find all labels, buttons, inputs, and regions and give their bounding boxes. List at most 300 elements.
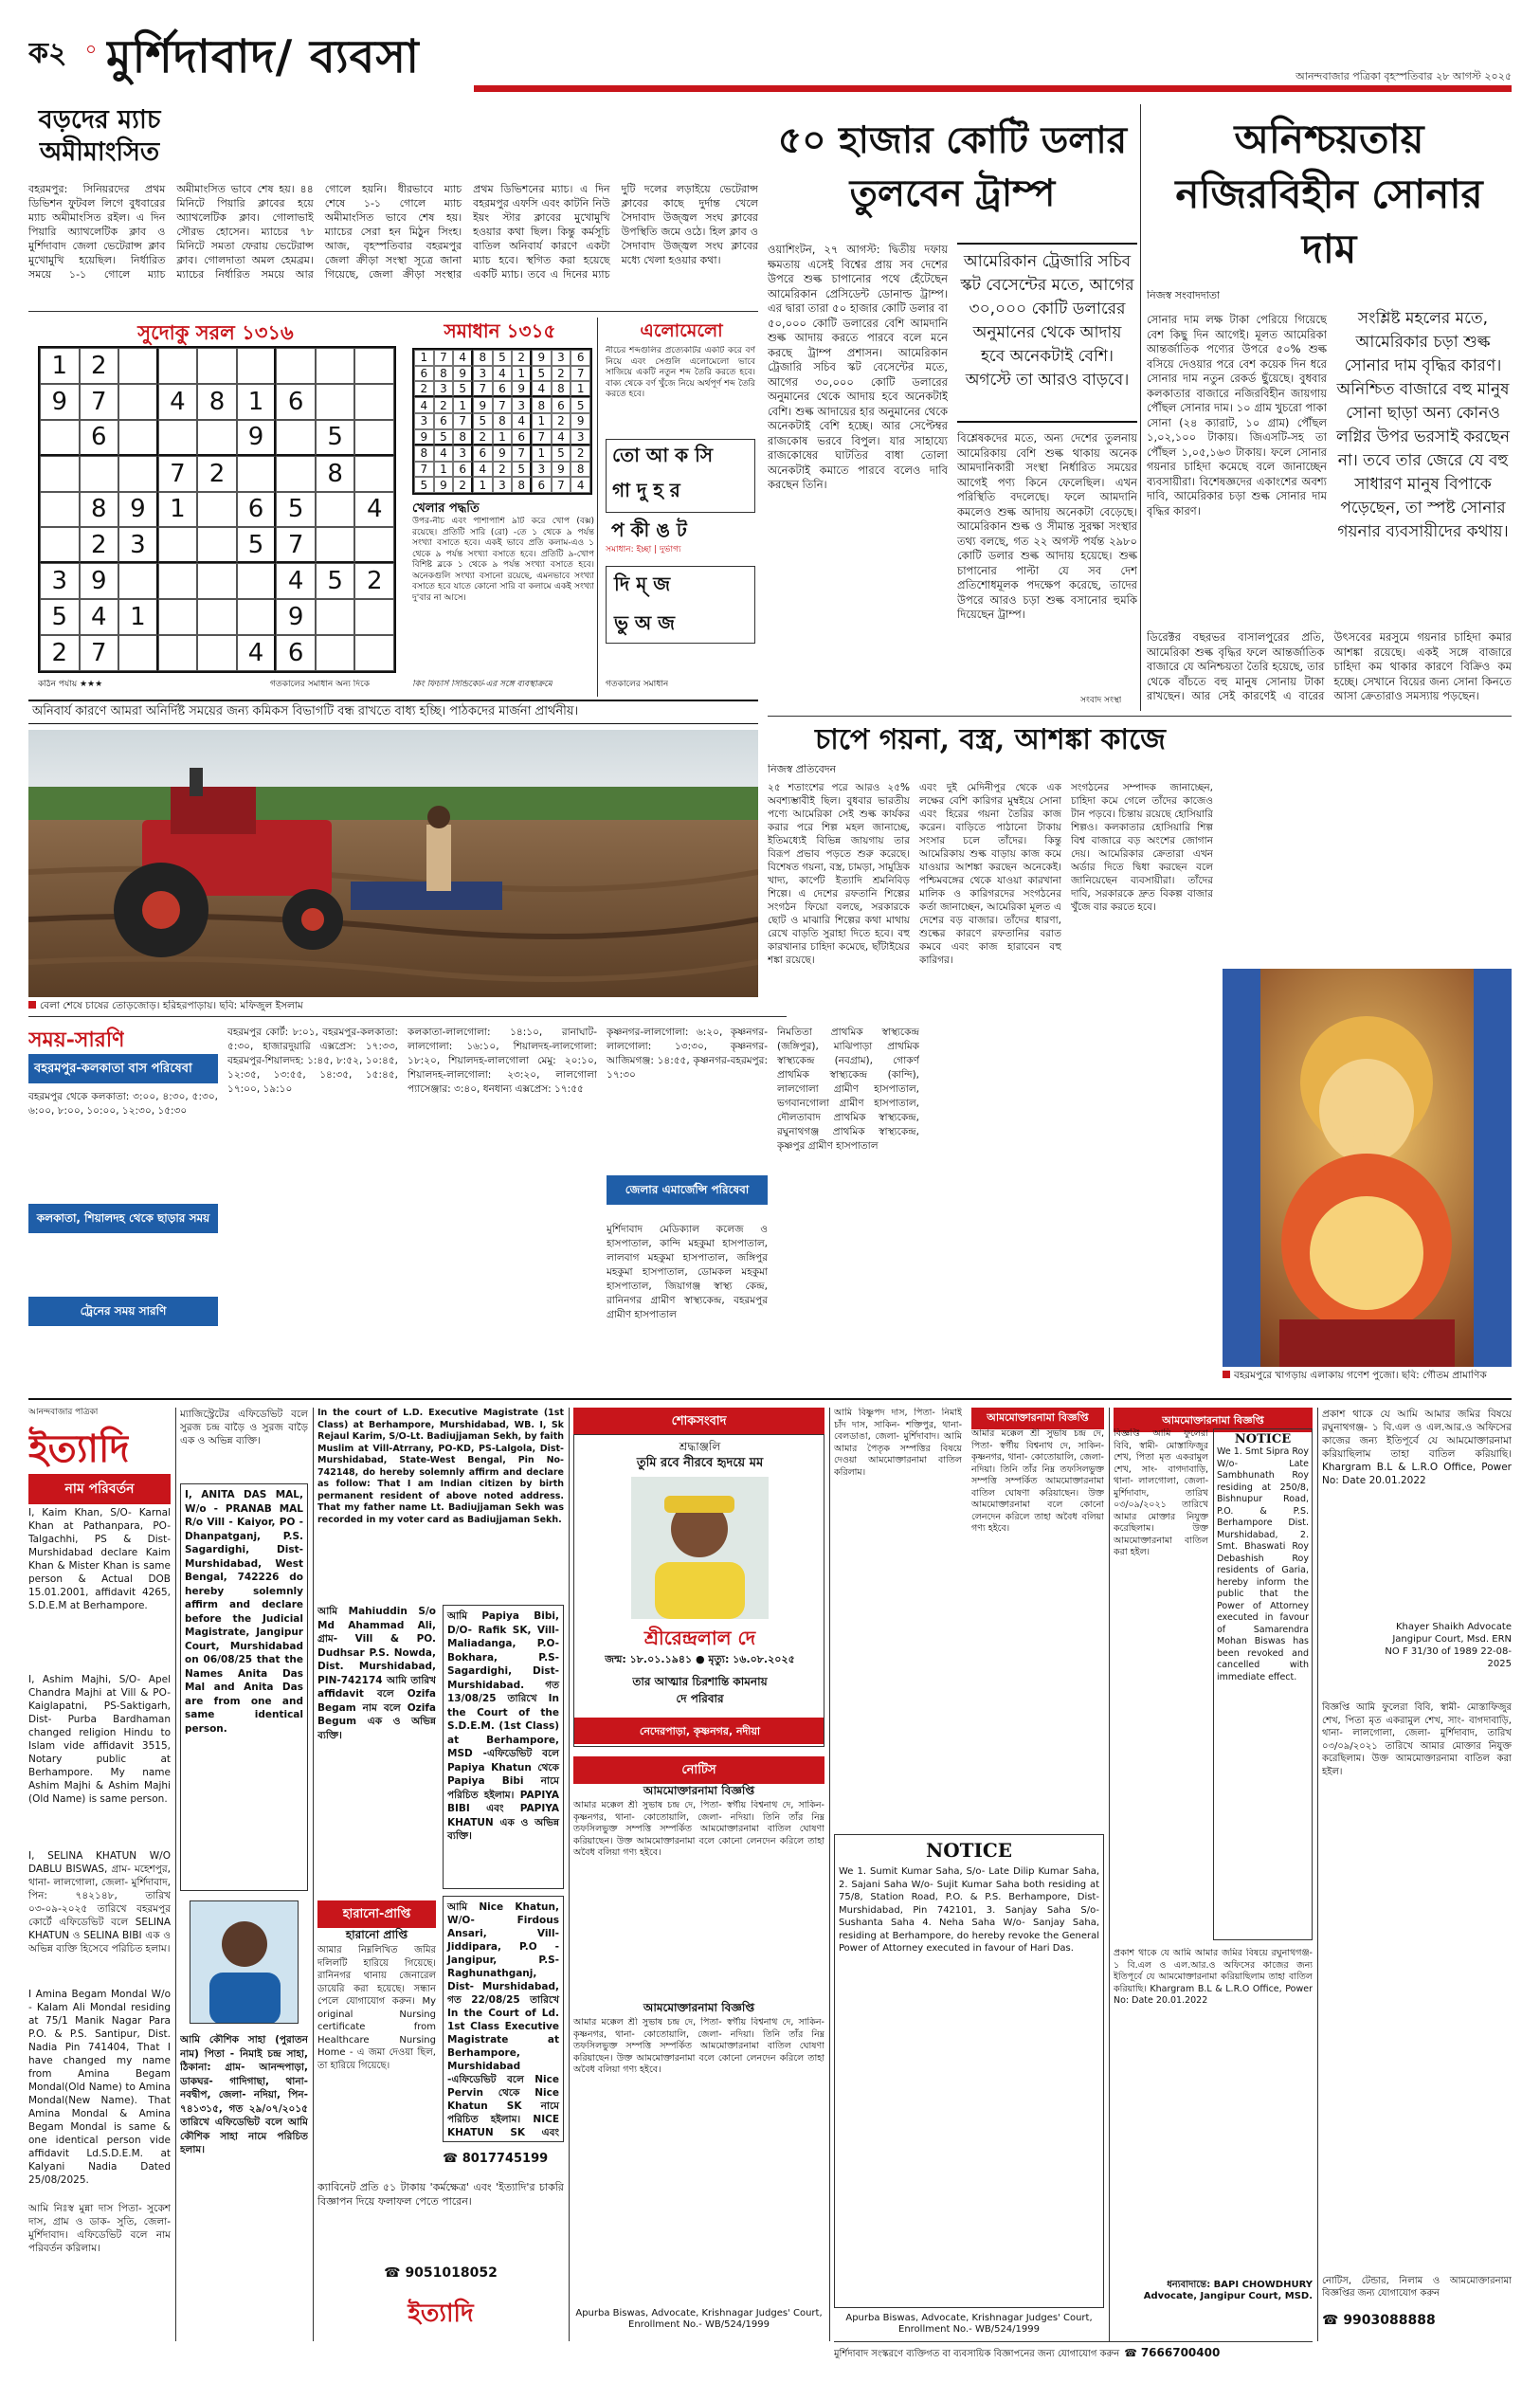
solution-cell: 4 <box>532 381 552 397</box>
solution-cell: 1 <box>473 477 493 493</box>
footer-phone-2-wrap <box>1322 2313 1512 2328</box>
solution-cell: 5 <box>473 413 493 429</box>
solution-cell: 1 <box>453 397 473 413</box>
solution-cell: 7 <box>512 445 532 462</box>
solution-cell: 8 <box>552 381 571 397</box>
solution-cell: 7 <box>434 350 454 366</box>
sudoku-cell <box>118 635 158 671</box>
ganesh-photo <box>1223 969 1512 1367</box>
tractor-field-image <box>28 730 758 997</box>
phone-icon: ☎ <box>384 2265 406 2281</box>
nc-2: I, Ashim Majhi, S/O- Apel Chandra Majhi at Vill & PO-Kaiglapatni, PS-Saktigarh, Dist- Purba Bardhaman changed religion Hindu to Islam vide affidavit 3515, Notary public at Berhampore. My name Ashim Majhi & Ashim Majhi (Old Name) is same person. <box>28 1674 171 1805</box>
solution-cell: 8 <box>453 429 473 445</box>
sudoku-cell: 9 <box>118 492 158 528</box>
solution-cell: 1 <box>571 381 590 397</box>
trump-body-1: ওয়াশিংটন, ২৭ আগস্ট: দ্বিতীয় দফায় ক্ষমতায় এসেই বিশ্বের প্রায় সব দেশের উপরে শুল্ক চাপানোর পথে হেঁটেছেন আমেরিকান প্রেসিডেন্ট ডোনাল্ড ট্রাম্প। এর দ্বারা তারা ৫০ হাজার কোটি ডলার বা ৫০,০০০ কোটি ডলারের বেশি আমদানি শুল্ক আদায় করতে পারবে বলে মনে করছে ট্রাম্প প্রশাসন। আমেরিকান ট্রেজারি সচিব স্কট বেসেন্টের মতে, আগের ৩০,০০০ কোটি ডলারের অনুমানের থেকে আদায় হবে অনেকটাই বেশি। শুল্ক আদায়ের হার অনুমানের থেকে অনেকটাই বেশি হচ্ছে। আর সেপ্টেম্বর রাজকোষ ভরবে বিপুল। যার সাহায্যে রাজকোষের ঘাটতির বাধা তোলা অনেকটাই কমাতে পারবে বলেও দাবি করছেন তিনি। <box>768 243 948 491</box>
sudoku-cell: 2 <box>197 456 237 492</box>
gold-body-1: সোনার দাম লক্ষ টাকা পেরিয়ে গিয়েছে বেশ কিছু দিন আগেই। মূলত আমেরিকা আন্তর্জাতিক পণ্যের উপরে ৫০% শুল্ক বসিয়ে দেওয়ার পরে বেশ কয়েক দিন ধরে সোনার দাম নতুন রেকর্ড ছুঁয়েছে। বুধবার কলকাতার বাজারে নজিরবিহীন জায়গায় পৌঁছল সোনার দাম। ১০ গ্রাম খুচরো পাকা সোনা (২৪ ক্যারাট, ১০ গ্রাম) পৌঁছল ১,০২,১০০ টাকায়। জিএসটি-সহ তা পৌঁছল ১,০৫,১৬৩ টাকায়। ফলে সোনার গয়নার চাহিদা কমেছে বলে জানাচ্ছেন ব্যবসায়ীরা। বিশেষজ্ঞদের একাংশের অবশ্য দাবি, আমেরিকার চড়া শুল্ক সোনার দাম বৃদ্ধির কারণ। <box>1147 313 1327 518</box>
sudoku-cell: 7 <box>80 384 119 420</box>
solution-cell: 9 <box>512 381 532 397</box>
sudoku-cell: 8 <box>80 492 119 528</box>
ityadi-phone-lost <box>443 2152 564 2166</box>
masthead-dot-icon <box>87 45 95 53</box>
gold-pullquote <box>1334 307 1512 620</box>
sudoku-cell <box>80 456 119 492</box>
sudoku-cell <box>158 420 198 456</box>
obit-dates: জন্ম: ১৮.০১.১৯৪১ ● মৃত্যু: ১৬.০৮.২০২৫ <box>605 1653 795 1665</box>
amm2-title: আমমোক্তারনামা বিজ্ঞপ্তি <box>971 1408 1104 1429</box>
solution-cell: 3 <box>532 462 552 478</box>
solution-cell: 4 <box>493 366 513 382</box>
classifieds-col-e <box>834 1408 1104 2341</box>
phone-icon: ☎ <box>443 2152 462 2166</box>
ityadi-brand-footer: ইত্যাদি <box>408 2300 474 2328</box>
jumble-word-4: দি ম্ জ <box>614 573 671 595</box>
divider <box>28 1016 787 1017</box>
divider <box>829 1408 830 2341</box>
sudoku-cell: 8 <box>316 456 355 492</box>
timetable-col-3: কৃষ্ণনগর-লালগোলা: ৬:২০, কৃষ্ণনগর-লালগোলা: ১৩:৩০, কৃষ্ণনগর-আজিমগঞ্জ: ১৪:৫৫, কৃষ্ণনগর-বহরমপুর: ১৭:৩০ <box>607 1027 768 1081</box>
amm-title-2: আমমোক্তারনামা বিজ্ঞপ্তি <box>643 2001 755 2014</box>
classifieds-col-g <box>1322 1408 1512 2341</box>
solution-cell: 2 <box>571 445 590 462</box>
solution-cell: 1 <box>414 350 434 366</box>
solution-cell: 3 <box>434 381 454 397</box>
ityadi-phone-number: 9051018052 <box>405 2265 498 2281</box>
sudoku-cell: 3 <box>118 527 158 563</box>
obit-place <box>574 1718 824 1744</box>
trump-headline: ৫০ হাজার কোটি ডলার তুলবেন ট্রাম্প <box>777 118 1128 215</box>
solution-cell: 9 <box>552 462 571 478</box>
solution-cell: 4 <box>453 350 473 366</box>
masthead-rule <box>474 85 1512 92</box>
sudoku-cell: 1 <box>158 492 198 528</box>
sudoku-cell <box>118 563 158 599</box>
divider <box>28 311 758 312</box>
solution-cell: 7 <box>414 462 434 478</box>
lost-header <box>317 1900 436 1928</box>
sudoku-grid <box>38 346 396 673</box>
khayer: Khayer Shaikh Advocate Jangipur Court, Msd. ERN NO F 31/30 of 1989 22-08-2025 <box>1385 1622 1512 1669</box>
solution-cell: 9 <box>453 366 473 382</box>
sudoku-cell: 2 <box>354 563 394 599</box>
sudoku-cell: 6 <box>80 420 119 456</box>
jewel-body-2: এবং দুই মেদিনীপুর থেকে এক লক্ষের বেশি কারিগর মুম্বইয়ে সোনা এবং হিরের গয়না তৈরির কাজ করেন। বাড়িতে পাঠানো টাকায় সংসার চলে তাঁদের। কিন্তু আমেরিকায় শুল্ক বাড়ায় কাজ কমে যাওয়ার আশঙ্কা করছেন অনেকেই। পশ্চিমবঙ্গের থেকে যাওয়া কারখানা মালিক ও কারিগরদের সংগঠনের কর্তা জানাচ্ছেন, আমেরিকা মূলত এ দেশের বড় বাজার। তাঁদের ধারণা, শুল্কের কারণে রফতানির বরাত কমবে এবং কাজ হারাবেন বহু কারিগর। <box>919 782 1061 966</box>
ganesh-idol-image <box>1223 969 1512 1367</box>
sudoku-cell <box>197 492 237 528</box>
classifieds-col-b <box>180 1408 308 2341</box>
lost-body: আমার নিম্নলিখিত জমির দলিলটি হারিয়ে গিয়েছে। রানিনগর থানায় জেনারেল ডায়েরি করা হয়েছে। সন্ধান পেলে যোগাযোগ করুন। My original Nursing certificate from Healthcare Nursing Home - এ জমা দেওয়া ছিল, তা হারিয়ে গিয়েছে। <box>317 1945 436 2071</box>
solution-cell: 6 <box>453 462 473 478</box>
sudoku-cell <box>316 348 355 384</box>
gold-body-2: ডিরেক্টর বছরভর বাসালপুরের প্রতি, আমেরিকা শুল্ক বৃদ্ধির ফলে আন্তর্জাতিক বাজারে যে অনিশ্চয়তা তৈরি হয়েছে, তার থেকে বাঁচতে বহু মানুষ সোনায় টাকা রাখছেন। আর সেই কারণেই এ বারের উৎসবের মরসুমে গয়নার চাহিদা কমার আশঙ্কা রয়েছে। একই সঙ্গে বাজারে চাহিদা কম থাকার কারণে বিক্রিও কম হচ্ছে। সেখানে বিয়ের জন্য সোনা কিনতে আসা ক্রেতারাও সমস্যায় পড়ছেন। <box>1147 630 1512 702</box>
timetable-title: সময়-সারণি <box>28 1027 125 1052</box>
divider <box>28 1398 1512 1400</box>
sudoku-cell <box>118 348 158 384</box>
notice-header <box>573 1756 824 1784</box>
sudoku-cell: 4 <box>158 384 198 420</box>
footer-strip <box>834 2341 1313 2362</box>
amm3-body-b: প্রকাশ থাকে যে আমি আমার জমির বিষয়ে রঘুনাথগঞ্জ- ১ বি.এল ও এল.আর.ও অফিসের কাজের জন্য ইতিপূর্বে যে আমমোক্তারনামা করিয়াছিলাম তাহা বাতিল করিয়াছি। Khargram B.L & L.R.O Office, Power No: Date 20.01.2022 <box>1114 1948 1313 2006</box>
rules-body: উপর-নীচ এবং পাশাপাশি ৯টি করে খোপ (বক্স) রয়েছে। প্রতিটি সারি (রো) -তে ১ থেকে ৯ পর্যন্ত সংখ্যা বসাতে হবে। একই ভাবে প্রতি কলাম-এও ১ থেকে ৯ পর্যন্ত সংখ্যা বসাতে হবে। প্রতিটি ৯-খোপ বিশিষ্ট ব্লকে ১ থেকে ৯ পর্যন্ত সংখ্যা বসাতে হবে। অনেকগুলি সংখ্যা বসানো রয়েছে, এমনভাবে সংখ্যা বসাতে হবে যাতে কোনো সারি বা কলামে একই সংখ্যা দু'বার না আসে। <box>412 517 594 603</box>
timetable-col-5: নিমতিতা প্রাথমিক স্বাস্থ্যকেন্দ্র (জঙ্গিপুর), মাঝিপাড়া প্রাথমিক স্বাস্থ্যকেন্দ্র (নবগ্রাম), গোকর্ণ প্রাথমিক স্বাস্থ্যকেন্দ্র (কান্দি), লালগোলা গ্রামীণ হাসপাতাল, ভগবানগোলা গ্রামীণ হাসপাতাল, দৌলতাবাদ প্রাথমিক স্বাস্থ্যকেন্দ্র, রঘুনাথগঞ্জ প্রাথমিক স্বাস্থ্যকেন্দ্র, কৃষ্ণপুর গ্রামীণ হাসপাতাল <box>777 1027 919 1152</box>
solution-panel <box>403 318 597 697</box>
comics-notice-text: অনিবার্য কারণে আমরা অনির্দিষ্ট সময়ের জন্য কমিকস বিভাগটি বন্ধ রাখতে বাধ্য হচ্ছি। পাঠকদের মার্জনা প্রার্থনীয়। <box>32 704 579 718</box>
solution-cell: 3 <box>414 413 434 429</box>
solution-cell: 4 <box>473 462 493 478</box>
obit-wish: তার আত্মার চিরশান্তি কামনায় <box>632 1675 768 1688</box>
sudoku-cell: 1 <box>118 599 158 635</box>
ad-magistrate: ম্যাজিস্ট্রেটের এফিডেভিট বলে সুরজ চন্দ্র বাড়ৈ ও সুরজ বাড়ৈ এক ও অভিন্ন ব্যক্তি। <box>180 1409 308 1446</box>
sudoku-cell: 9 <box>276 599 316 635</box>
solution-cell: 8 <box>414 445 434 462</box>
solution-title: সমাধান ১৩১৫ <box>444 319 556 342</box>
ad-anita: I, ANITA DAS MAL, W/o - PRANAB MAL R/o Vill - Kaiyor, PO - Dhanpatganj, P.S. Sagardighi, Dist-Murshidabad, West Bengal, 742226 do hereby solemnly affirm and declare before the Judicial Magistrate, Jangipur Court, Murshidabad on 06/08/25 that the Names Anita Das Mal and Anita Das are from one and same identical person. <box>185 1489 303 1735</box>
ad-mahiuddin: আমি Mahiuddin S/o Md Ahammad Ali, গ্রাম- Vill & PO. Dudhsar P.S. Nowda, Dist. Murshidabad, PIN-742174 আমি তারিখ affidavit বলে Ozifa Begam নাম বলে Ozifa Begum এক ও অভিন্ন ব্যক্তি। <box>317 1606 436 1741</box>
trump-story <box>768 104 1137 711</box>
sudoku-footer: গতকালের সমাধান অন্য দিকে <box>270 680 370 689</box>
amm3-body: বিজ্ঞপ্তি আমি ফুলেরা বিবি, স্বামী- মোস্তাফিজুর শেখ, পিতা মৃত একরামুল শেখ, সাং- বাগদাবাড়ি, থানা- লালগোলা, জেলা- মুর্শিদাবাদ, তারিখ ০৩/০৯/২০২১ তারিখে আমার মোক্তার নিযুক্ত করেছিলাম। উক্ত আমমোক্তারনামা বাতিল করা হইল। <box>1114 1428 1208 1557</box>
sudoku-cell <box>316 635 355 671</box>
sudoku-cell <box>197 563 237 599</box>
sudoku-cell: 5 <box>316 420 355 456</box>
sudoku-cell: 6 <box>276 384 316 420</box>
sudoku-cell: 4 <box>80 599 119 635</box>
sudoku-cell <box>276 456 316 492</box>
sudoku-cell <box>276 420 316 456</box>
sudoku-cell <box>40 527 80 563</box>
solution-cell: 2 <box>552 366 571 382</box>
divider <box>1109 1408 1110 2341</box>
match-body: বহরমপুর: সিনিয়রদের প্রথম ডিভিশন ফুটবল লিগে বুধবারের ম্যাচ অমীমাংসিত রইল। এ দিন পিয়ারি অ্যাথলেটিক ক্লাব ও মুর্শিদাবাদ জেলা ভেটেরান্স ক্লাব মুখোমুখি হয়েছিল। নির্ধারিত সময়ে ১-১ গোলে ম্যাচ অমীমাংসিত ভাবে শেষ হয়। ৪৪ মিনিটে পিয়ারি ক্লাবের হয়ে অ্যাথলেটিক ক্লাব। গোলাভাই সৌরভ হোসেন। ম্যাচের ৭৮ মিনিটে সমতা ফেরায় ভেটেরান্স ক্লাব। গোলদাতা অমল হেমব্রম। ম্যাচের নির্ধারিত সময়ে আর গোলে হয়নি। ধীরভাবে ম্যাচ শেষে ১-১ গোলে ম্যাচ অমীমাংসিত ভাবে শেষ হয়। ম্যাচের সেরা হন মিঠুন সিংহ। আজ, বৃহস্পতিবার বহরমপুর জেলা ক্রীড়া সংস্থা সূত্রে জানা গিয়েছে, জেলা ক্রীড়া সংস্থার প্রথম ডিভিশনের ম্যাচ। এ দিন বহরমপুর এফসি এবং কাটনি নিউ ইয়ং স্টার ক্লাবের মুখোমুখি হওয়ার কথা ছিল। কিন্তু কর্মসূচি বাতিল অনিবার্য কারণে একটা ম্যাচ হবে। স্থগিত করা হয়েছে একটি ম্যাচ। তবে এ দিনের ম্যাচ দুটি দলের লড়াইয়ে ভেটেরান্স ক্লাবের কাছে দুর্দান্ত খেলে সৈদাবাদ উজ্জ্বল সংঘ ক্লাবের উপস্থিতি জমে ওঠে। হিল ক্লাব ও সৈদাবাদ উজ্জ্বল সংঘ ক্লাবের মধ্যে খেলা হওয়ার কথা। <box>28 183 758 281</box>
obit-photo <box>631 1477 769 1619</box>
timetable-col-2: কলকাতা-লালগোলা: ১৪:১০, রানাঘাট-লালগোলা: ১৬:১০, শিয়ালদহ-লালগোলা: ১৮:২০, শিয়ালদহ-লালগোলা মেমু: ২০:১০, শিয়ালদহ-লালগোলা: ২৩:২০, লালগোলা প্যাসেঞ্জার: ৩:৪০, ধনধান্য এক্সপ্রেস: ১৭:৫৫ <box>408 1027 597 1095</box>
jumble-title: এলোমেলো <box>640 320 723 341</box>
footer-phone-2: 9903088888 <box>1343 2313 1436 2328</box>
sudoku-cell <box>354 527 394 563</box>
sudoku-cell <box>237 348 277 384</box>
notice-en-title: NOTICE <box>925 1839 1013 1862</box>
solution-cell: 9 <box>473 397 493 413</box>
nc-6: আমি নিঃস্ব মুন্না দাস পিতা- সুকেশ দাস, গ্রাম ও ডাক- সুতি, জেলা- মুর্শিদাবাদ। এফিডেভিট বলে নাম পরিবর্তন করিলাম। <box>28 2203 171 2254</box>
jumble-answer: সমাধান: ইচ্ছা | দুর্ভাগ্য <box>606 545 681 555</box>
solution-cell: 7 <box>493 397 513 413</box>
sudoku-cell <box>40 420 80 456</box>
sudoku-cell <box>316 527 355 563</box>
solution-cell: 5 <box>552 445 571 462</box>
solution-cell: 6 <box>532 477 552 493</box>
ityadi-note: ক্যাবিনেট প্রতি ৫১ টাকায় 'কর্মক্ষেত্র' এবং 'ইত্যাদি'র চাকরি বিজ্ঞাপন দিয়ে ফলাফল পেতে পারেন। <box>317 2181 564 2208</box>
jumble-word-3: প কী ঙ ট <box>611 518 687 541</box>
dateline: আনন্দবাজার পত্রিকা বৃহস্পতিবার ২৮ আগস্ট ২০২৫ <box>1295 70 1512 82</box>
solution-cell: 4 <box>434 445 454 462</box>
sudoku-cell <box>197 348 237 384</box>
sudoku-cell <box>158 348 198 384</box>
ad-anita-box <box>180 1483 308 1891</box>
footer-phone-1: 7666700400 <box>1140 2346 1221 2359</box>
solution-cell: 9 <box>532 350 552 366</box>
jumble-word-5: ভু অ জ <box>614 611 676 634</box>
timetable-col-4: মুর্শিদাবাদ মেডিক্যাল কলেজ ও হাসপাতাল, কান্দি মহকুমা হাসপাতাল, লালবাগ মহকুমা হাসপাতাল, জঙ্গিপুর মহকুমা হাসপাতাল, ডোমকল মহকুমা হাসপাতাল, জিয়াগঞ্জ স্বাস্থ্য কেন্দ্র, রানিনগর গ্রামীণ স্বাস্থ্যকেন্দ্র, বহরমপুর গ্রামীণ হাসপাতাল <box>607 1224 768 1320</box>
jumble-word-2: গা দু হ র <box>612 479 680 501</box>
match-headline: বড়দের ম্যাচ অমীমাংসিত <box>38 105 161 167</box>
sudoku-cell: 4 <box>237 635 277 671</box>
sudoku-cell: 5 <box>276 492 316 528</box>
sudoku-cell <box>354 599 394 635</box>
amm2-body-b: আমার মক্কেল শ্রী সুভাষ চন্দ্র দে, পিতা- স্বর্গীয় বিশ্বনাথ দে, সাকিন- কৃষ্ণনগর, থানা- কোতোয়ালি, জেলা- নদিয়া। তিনি তাঁর নিম্ন তফসিলভুক্ত সম্পত্তি সম্পর্কিত আমমোক্তারনামা বাতিল ঘোষণা করিয়াছেন। উক্ত আমমোক্তারনামা বলে কোনো লেনদেন করিলে তাহা অবৈধ বলিয়া গণ্য হইবে। <box>971 1428 1104 1534</box>
sudoku-cell <box>316 599 355 635</box>
solution-cell: 6 <box>414 366 434 382</box>
caption-square-icon <box>1223 1371 1230 1378</box>
divider <box>569 1408 570 2341</box>
sudoku-cell: 7 <box>276 527 316 563</box>
solution-cell: 6 <box>493 381 513 397</box>
masthead <box>28 28 1512 97</box>
sudoku-cell: 2 <box>80 348 119 384</box>
tractor-caption <box>28 1000 758 1012</box>
classifieds-col-c <box>317 1408 564 2341</box>
brand: ইত্যাদি <box>28 1427 130 1471</box>
solution-credit: কিং ফিচার্স সিন্ডিকেট-এর সঙ্গে ব্যবস্থাক্রমে <box>412 680 553 689</box>
solution-cell: 8 <box>571 462 590 478</box>
timetable-sub-3-text: ট্রেনের সময় সারণি <box>80 1304 167 1318</box>
sudoku-cell: 2 <box>40 635 80 671</box>
notice-en-body: We 1. Sumit Kumar Saha, S/o- Late Dilip Kumar Saha, 2. Sajani Saha W/o- Sujit Kumar Saha both residing at 75/8, Station Road, P.O. & P.S. Berhampore, Dist- Murshidabad, Pin 742101, 3. Sanjay Saha S/o- Sushanta Saha 4. Neha Saha W/o- Sanjay Saha, residing at Berhampore, do hereby revoke the General Power of Attorney executed in favour of Hari Das. <box>839 1866 1099 1954</box>
page-number: ক২ <box>28 37 67 70</box>
sudoku-cell: 7 <box>158 456 198 492</box>
obit-header <box>573 1408 824 1435</box>
amm4-body-b: বিজ্ঞপ্তি আমি ফুলেরা বিবি, স্বামী- মোস্তাফিজুর শেখ, পিতা মৃত একরামুল শেখ, সাং- বাগদাবাড়ি, থানা- লালগোলা, জেলা- মুর্শিদাবাদ, তারিখ ০৩/০৯/২০২১ তারিখে আমার মোক্তার নিযুক্ত করেছিলাম। উক্ত আমমোক্তারনামা বাতিল করা হইল। <box>1322 1702 1512 1777</box>
solution-cell: 2 <box>473 429 493 445</box>
sudoku-cell: 1 <box>237 384 277 420</box>
jumble-word-1: তো আ ক সি <box>612 444 714 466</box>
solution-cell: 5 <box>512 462 532 478</box>
solution-cell: 2 <box>512 350 532 366</box>
jumble-box-1 <box>606 439 755 513</box>
amm-title: আমমোক্তারনামা বিজ্ঞপ্তি <box>643 1784 755 1797</box>
solution-cell: 9 <box>414 429 434 445</box>
person-photo-icon <box>190 1901 299 2024</box>
tractor-caption-text: বেলা শেষে চাষের তোড়জোড়। হরিহরপাড়ায়। ছবি: মফিজুল ইসলাম <box>40 1000 303 1011</box>
sudoku-difficulty: কঠিন পর্যায় ★★★ <box>38 680 103 689</box>
divider <box>313 1408 314 2341</box>
sudoku-cell: 5 <box>316 563 355 599</box>
sudoku-cell <box>40 456 80 492</box>
divider <box>1317 1408 1318 2341</box>
sudoku-cell: 3 <box>40 563 80 599</box>
section-title: মুর্শিদাবাদ/ ব্যবসা <box>106 30 420 83</box>
trump-pullquote <box>957 243 1137 423</box>
avatar <box>190 1900 299 2024</box>
name-change-header <box>28 1474 171 1504</box>
sudoku-cell <box>197 635 237 671</box>
classifieds-col-a <box>28 1408 171 2341</box>
sudoku-cell <box>158 527 198 563</box>
sudoku-cell: 9 <box>237 420 277 456</box>
jumble-box-2 <box>606 566 755 644</box>
solution-cell: 6 <box>552 397 571 413</box>
solution-cell: 2 <box>493 462 513 478</box>
solution-cell: 7 <box>532 429 552 445</box>
caption-square-icon <box>28 1001 36 1009</box>
amm2-body: আমি বিষ্ণুপদ দাস, পিতা- নিমাই চাঁদ দাস, সাকিন- শক্তিপুর, থানা- বেলডাঙা, জেলা- মুর্শিদাবাদ। আমি আমার পৈতৃক সম্পত্তির বিষয়ে দেওয়া আমমোক্তারনামা বাতিল করিলাম। <box>834 1408 962 1478</box>
sudoku-cell <box>40 492 80 528</box>
solution-grid <box>412 348 592 495</box>
sudoku-cell: 5 <box>237 527 277 563</box>
sudoku-cell: 4 <box>354 492 394 528</box>
obit-family: দে পরিবার <box>676 1692 724 1705</box>
ganesh-caption-text: বহরমপুরে খাগড়ায় এলাকায় গণেশ পুজো। ছবি: গৌতম প্রামাণিক <box>1234 1370 1487 1381</box>
jumble-answer-2: গতকালের সমাধান <box>606 680 669 689</box>
amm-body-2: আমার মক্কেল শ্রী সুভাষ চন্দ্র দে, পিতা- স্বর্গীয় বিশ্বনাথ দে, সাকিন- কৃষ্ণনগর, থানা- কোতোয়ালি, জেলা- নদিয়া। তিনি তাঁর নিম্ন তফসিলভুক্ত সম্পত্তি সম্পর্কিত আমমোক্তারনামা বাতিল ঘোষণা করিয়াছেন। উক্ত আমমোক্তারনামা বলে কোনো লেনদেন করিলে তাহা অবৈধ বলিয়া গণ্য হইবে। <box>573 2017 824 2075</box>
sudoku-cell <box>158 635 198 671</box>
classifieds-col-d <box>573 1408 824 2341</box>
solution-cell: 7 <box>552 477 571 493</box>
solution-cell: 4 <box>512 413 532 429</box>
sudoku-cell <box>237 599 277 635</box>
sudoku-cell <box>197 599 237 635</box>
solution-cell: 6 <box>434 413 454 429</box>
rules-title: খেলার পদ্ধতি <box>412 501 480 516</box>
sudoku-cell: 6 <box>237 492 277 528</box>
timetable-sub-2-text: কলকাতা, শিয়ালদহ থেকে ছাড়ার সময় <box>36 1211 210 1225</box>
sudoku-cell: 9 <box>80 563 119 599</box>
sudoku-cell <box>354 384 394 420</box>
solution-cell: 8 <box>493 413 513 429</box>
divider <box>175 1408 176 2341</box>
ad-nice-box <box>443 1896 564 2142</box>
sudoku-cell <box>354 635 394 671</box>
amm-body: আমার মক্কেল শ্রী সুভাষ চন্দ্র দে, পিতা- স্বর্গীয় বিশ্বনাথ দে, সাকিন- কৃষ্ণনগর, থানা- কোতোয়ালি, জেলা- নদিয়া। তিনি তাঁর নিম্ন তফসিলভুক্ত সম্পত্তি সম্পর্কিত আমমোক্তারনামা বাতিল ঘোষণা করিয়াছেন। উক্ত আমমোক্তারনামা বলে কোনো লেনদেন করিলে তাহা অবৈধ বলিয়া গণ্য হইবে। <box>573 1800 824 1858</box>
timetable-sub-2 <box>28 1204 218 1233</box>
solution-cell: 5 <box>493 350 513 366</box>
solution-cell: 5 <box>434 429 454 445</box>
comics-notice <box>28 700 758 724</box>
sudoku-cell: 4 <box>276 563 316 599</box>
amm4-body: প্রকাশ থাকে যে আমি আমার জমির বিষয়ে রঘুনাথগঞ্জ- ১ বি.এল ও এল.আর.ও অফিসের কাজের জন্য ইতিপূর্বে যে আমমোক্তারনামা করিয়াছিলাম তাহা বাতিল করিয়াছি। Khargram B.L & L.R.O Office, Power No: Date 20.01.2022 <box>1322 1409 1512 1486</box>
notice-en-box <box>834 1834 1104 2308</box>
sudoku-cell <box>197 420 237 456</box>
sudoku-cell <box>354 456 394 492</box>
name-change-label: নাম পরিবর্তন <box>64 1482 135 1497</box>
sudoku-cell: 2 <box>80 527 119 563</box>
advocate-2: Apurba Biswas, Advocate, Krishnagar Judges' Court, Enrollment No.- WB/524/1999 <box>845 2313 1093 2335</box>
solution-cell: 1 <box>532 445 552 462</box>
ad-court: In the court of L.D. Executive Magistrate (1st Class) at Berhampore, Murshidabad, WB. I, Sk Rejaul Karim, S/O-Lt. Badiujjaman Sekh, by faith Muslim at Vill-Atrrany, PO-KD, PS-Lalgola, Dist-Murshidabad, State-West Bengal, Pin No-742148, do hereby solemnly affirm and declare as follow: That I am Indian citizen by birth permanent resident of above noted address. That my father name Lt. Badiujjaman Sekh was recorded in my voter card as Badiujjaman Sekh. <box>317 1408 564 1525</box>
timetable-sub-4 <box>607 1175 768 1205</box>
divider <box>1140 104 1141 711</box>
solution-cell: 8 <box>532 397 552 413</box>
solution-cell: 3 <box>493 477 513 493</box>
jewel-headline: চাপে গয়না, বস্ত্র, আশঙ্কা কাজে <box>814 723 1167 756</box>
timetable-sub-4-text: জেলার এমার্জেন্সি পরিষেবা <box>625 1183 750 1196</box>
nc-4: I Amina Begam Mondal W/o - Kalam Ali Mondal residing at 75/1 Manik Nagar Para P.O. & P.S. Santipur, Dist. Nadia Pin 741404, That I have changed my name from Amina Begam Mondal(Old Name) to Amina Mondal(New Name). That Amina Mondal & Amina Begam Mondal is same & one identical person vide affidavit Ld.S.D.E.M. at Kalyani Nadia Dated 25/08/2025. <box>28 1989 171 2186</box>
gold-story <box>1147 104 1512 711</box>
sudoku-cell <box>354 420 394 456</box>
sudoku-cell: 1 <box>40 348 80 384</box>
sudoku-cell <box>158 599 198 635</box>
gold-headline: অনিশ্চয়তায় নজিরবিহীন সোনার দাম <box>1175 116 1483 272</box>
lost-sub: হারানো প্রাপ্তি <box>345 1928 408 1941</box>
obit-portrait-icon <box>631 1477 769 1619</box>
classifieds-col-f <box>1114 1408 1313 2341</box>
jewel-body-1: ২৫ শতাংশের পরে আরও ২৫% অবশ্যম্ভাবীই ছিল। বুধবার ভারতীয় পণ্যে আমেরিকা সেই শুল্ক কার্যকর করার পরে শিল্প মহল জানাচ্ছে, ইতিমধ্যেই বিভিন্ন জায়গায় তার বিরূপ প্রভাব পড়তে শুরু করেছে। বিশেষত গয়না, বস্ত্র, চামড়া, সামুদ্রিক খাদ্য, কার্পেট ইত্যাদি শ্রমনিবিড় শিল্পে। এ দেশের রফতানি শিল্পের সংগঠন ফিয়ো বলছে, সরকারকে ছোট ও মাঝারি শিল্পের কথা মাথায় রেখে বাড়তি সুরাহা দিতে হবে। বহু কারখানার চাহিদা কমেছে, ছাঁটাইয়ের শঙ্কা রয়েছে। <box>768 782 910 966</box>
solution-cell: 5 <box>453 381 473 397</box>
obit-tag: শ্রদ্ধাঞ্জলি <box>679 1440 721 1453</box>
timetable-sub-1-body: বহরমপুর থেকে কলকাতা: ৩:০০, ৪:৩০, ৫:৩০, ৬:০০, ৮:০০, ১০:০০, ১২:৩০, ১৫:৩০ <box>28 1091 218 1117</box>
solution-cell: 6 <box>512 429 532 445</box>
timetable-sub-1 <box>28 1054 218 1083</box>
nc-1: I, Kaim Khan, S/O- Karnal Khan at Pathanpara, PO-Talgachhi, PS & Dist-Murshidabad declare Kaim Khan & Mister Khan is same person & Actual DOB 15.01.2001, affidavit 4265, S.D.E.M at Berhampore. <box>28 1507 171 1611</box>
jewel-credit: নিজস্ব প্রতিবেদন <box>768 764 837 775</box>
solution-cell: 1 <box>512 366 532 382</box>
gold-pullquote-text: সংশ্লিষ্ট মহলের মতে, আমেরিকার চড়া শুল্ক সোনার দাম বৃদ্ধির কারণ। অনিশ্চিত বাজারে বহু মানুষ সোনা ছাড়া অন্য কোনও লগ্নির উপর ভরসাই করছেন না। তবে তার জেরে যে বহু সাধারণ মানুষ বিপাকে পড়েছেন, তা স্পষ্ট সোনার গয়নার ব্যবসায়ীদের কথায়। <box>1336 309 1510 541</box>
sudoku-cell <box>118 456 158 492</box>
sudoku-cell <box>354 348 394 384</box>
sudoku-panel <box>28 318 403 697</box>
solution-cell: 1 <box>493 429 513 445</box>
footer-msd: মুর্শিদাবাদ সংস্করণে ব্যক্তিগত বা ব্যবসায়িক বিজ্ঞাপনের জন্য যোগাযোগ করুন <box>834 2349 1120 2359</box>
solution-cell: 7 <box>473 381 493 397</box>
solution-cell: 4 <box>552 429 571 445</box>
solution-cell: 2 <box>453 477 473 493</box>
sudoku-cell <box>197 527 237 563</box>
sudoku-cell: 5 <box>40 599 80 635</box>
obit-place-text: নেদেরপাড়া, কৃষ্ণনগর, নদীয়া <box>639 1725 761 1737</box>
nc-3: I, SELINA KHATUN W/O DABLU BISWAS, গ্রাম- মহেশপুর, থানা- লালগোলা, জেলা- মুর্শিদাবাদ, পিন: ৭৪২১৪৮, তারিখ ০৩-০৯-২০২৫ তারিখে বহরমপুর কোর্টে এফিডেভিট বলে SELINA KHATUN ও SELINA BIBI এক ও অভিন্ন ব্যক্তি হিসেবে পরিচিত হলাম। <box>28 1850 171 1955</box>
solution-cell: 3 <box>473 366 493 382</box>
notice2-title: NOTICE <box>1234 1432 1292 1446</box>
timetable <box>28 1024 1213 1393</box>
bapi: ধন্যবাদান্তে: BAPI CHOWDHURY Advocate, Jangipur Court, MSD. <box>1143 2280 1313 2301</box>
sudoku-cell <box>237 563 277 599</box>
sudoku-cell: 8 <box>197 384 237 420</box>
lost-title: হারানো-প্রাপ্তি <box>342 1907 411 1921</box>
solution-cell: 7 <box>571 366 590 382</box>
lost-phone: 8017745199 <box>462 2152 549 2166</box>
sudoku-cell <box>118 384 158 420</box>
match-story <box>28 104 758 308</box>
solution-cell: 5 <box>571 397 590 413</box>
jumble-intro: নীচের শব্দগুলির প্রত্যেকটির একটি করে বর্ণ নিয়ে এবং সেগুলি এলোমেলো ভাবে সাজিয়ে একটি নতুন শব্দ তৈরি করতে হবে। বাক্য থেকে বর্ণ খুঁজে নিয়ে অর্থপূর্ণ শব্দ তৈরি করতে হবে। <box>606 346 755 399</box>
sudoku-cell <box>316 492 355 528</box>
sudoku-cell <box>118 420 158 456</box>
trump-pullquote-text: আমেরিকান ট্রেজারি সচিব স্কট বেসেন্টের মতে, আগের ৩০,০০০ কোটি ডলারের অনুমানের থেকে আদায় হবে অনেকটাই বেশি। অগস্টে তা আরও বাড়বে। <box>960 252 1134 390</box>
timetable-sub-1-text: বহরমপুর-কলকাতা বাস পরিষেবা <box>34 1062 192 1076</box>
solution-cell: 8 <box>473 350 493 366</box>
jumble-panel <box>597 318 758 697</box>
solution-cell: 4 <box>571 477 590 493</box>
sudoku-title: সুদোকু সরল ১৩১৬ <box>137 320 294 344</box>
phone-icon: ☎ <box>1124 2347 1141 2359</box>
ad-papiya: আমি Papiya Bibi, D/O- Rafik SK, Vill- Maliadanga, P.O- Bokhara, P.S- Sagardighi, Dist- Murshidabad. গত 13/08/25 তারিখে In the Court of the S.D.E.M. (1st Class) at Berhampore, MSD -এফিডেভিট বলে Papiya Khatun থেকে Papiya Bibi নামে পরিচিত হইলাম। PAPIYA BIBI এবং PAPIYA KHATUN এক ও অভিন্ন ব্যক্তি। <box>447 1610 559 1842</box>
amm3-title: আমমোক্তারনামা বিজ্ঞপ্তি <box>1162 1414 1264 1427</box>
sudoku-cell: 7 <box>80 635 119 671</box>
solution-cell: 3 <box>512 397 532 413</box>
solution-cell: 9 <box>434 477 454 493</box>
jewel-body-3: সংগঠনের সম্পাদক জানাচ্ছেন, চাহিদা কমে গেলে তাঁদের কাজেও টান পড়বে। চিন্তায় রয়েছে হোসিয়ারি শিল্পও। কলকাতার হোসিয়ারি শিল্প বিশ্ব বাজারে বড় অংশের জোগান দেয়। আমেরিকার ক্রেতারা এখন অর্ডার দিতে দ্বিধা করছেন বলে জানিয়েছেন ব্যবসায়ীরা। তাঁদের দাবি, সরকারকে দ্রুত বিকল্প বাজার খুঁজে বার করতে হবে। <box>1071 782 1213 913</box>
phone-icon: ☎ <box>1322 2313 1344 2328</box>
ad-papiya-box <box>443 1605 564 1889</box>
obit-line: তুমি রবে নীরবে হৃদয়ে মম <box>636 1456 764 1470</box>
ityadi-phone <box>317 2265 564 2281</box>
trump-body-2: বিশ্লেষকদের মতে, অন্য দেশের তুলনায় আমেরিকায় বেশি শুল্ক থাকায় অনেক আমদানিকারী সংস্থা নির্ধারিত সময়ের আগেই পণ্য কিনে ফেলেছিল। এখন পরিস্থিতি বদলেছে। ফলে আমদানি কমলেও শুল্ক আদায় অনেকটা বেড়েছে। আমেরিকান শুল্ক ও সীমান্ত সুরক্ষা সংস্থার তথ্য বলছে, গত ২২ অগস্ট পর্যন্ত ২৯৮০ কোটি ডলার শুল্ক আদায় হয়েছে। শুল্ক চাপানোর পাল্টা যে সব দেশ প্রতিশোধমূলক পদক্ষেপ করেছে, তাদের উপরে আরও চড়া শুল্ক বসানোর হুমকি দিয়েছেন ট্রাম্প। <box>957 431 1137 621</box>
ganesh-caption <box>1223 1370 1512 1382</box>
solution-cell: 1 <box>434 462 454 478</box>
sudoku-cell <box>158 563 198 599</box>
solution-cell: 1 <box>532 413 552 429</box>
solution-cell: 4 <box>414 397 434 413</box>
